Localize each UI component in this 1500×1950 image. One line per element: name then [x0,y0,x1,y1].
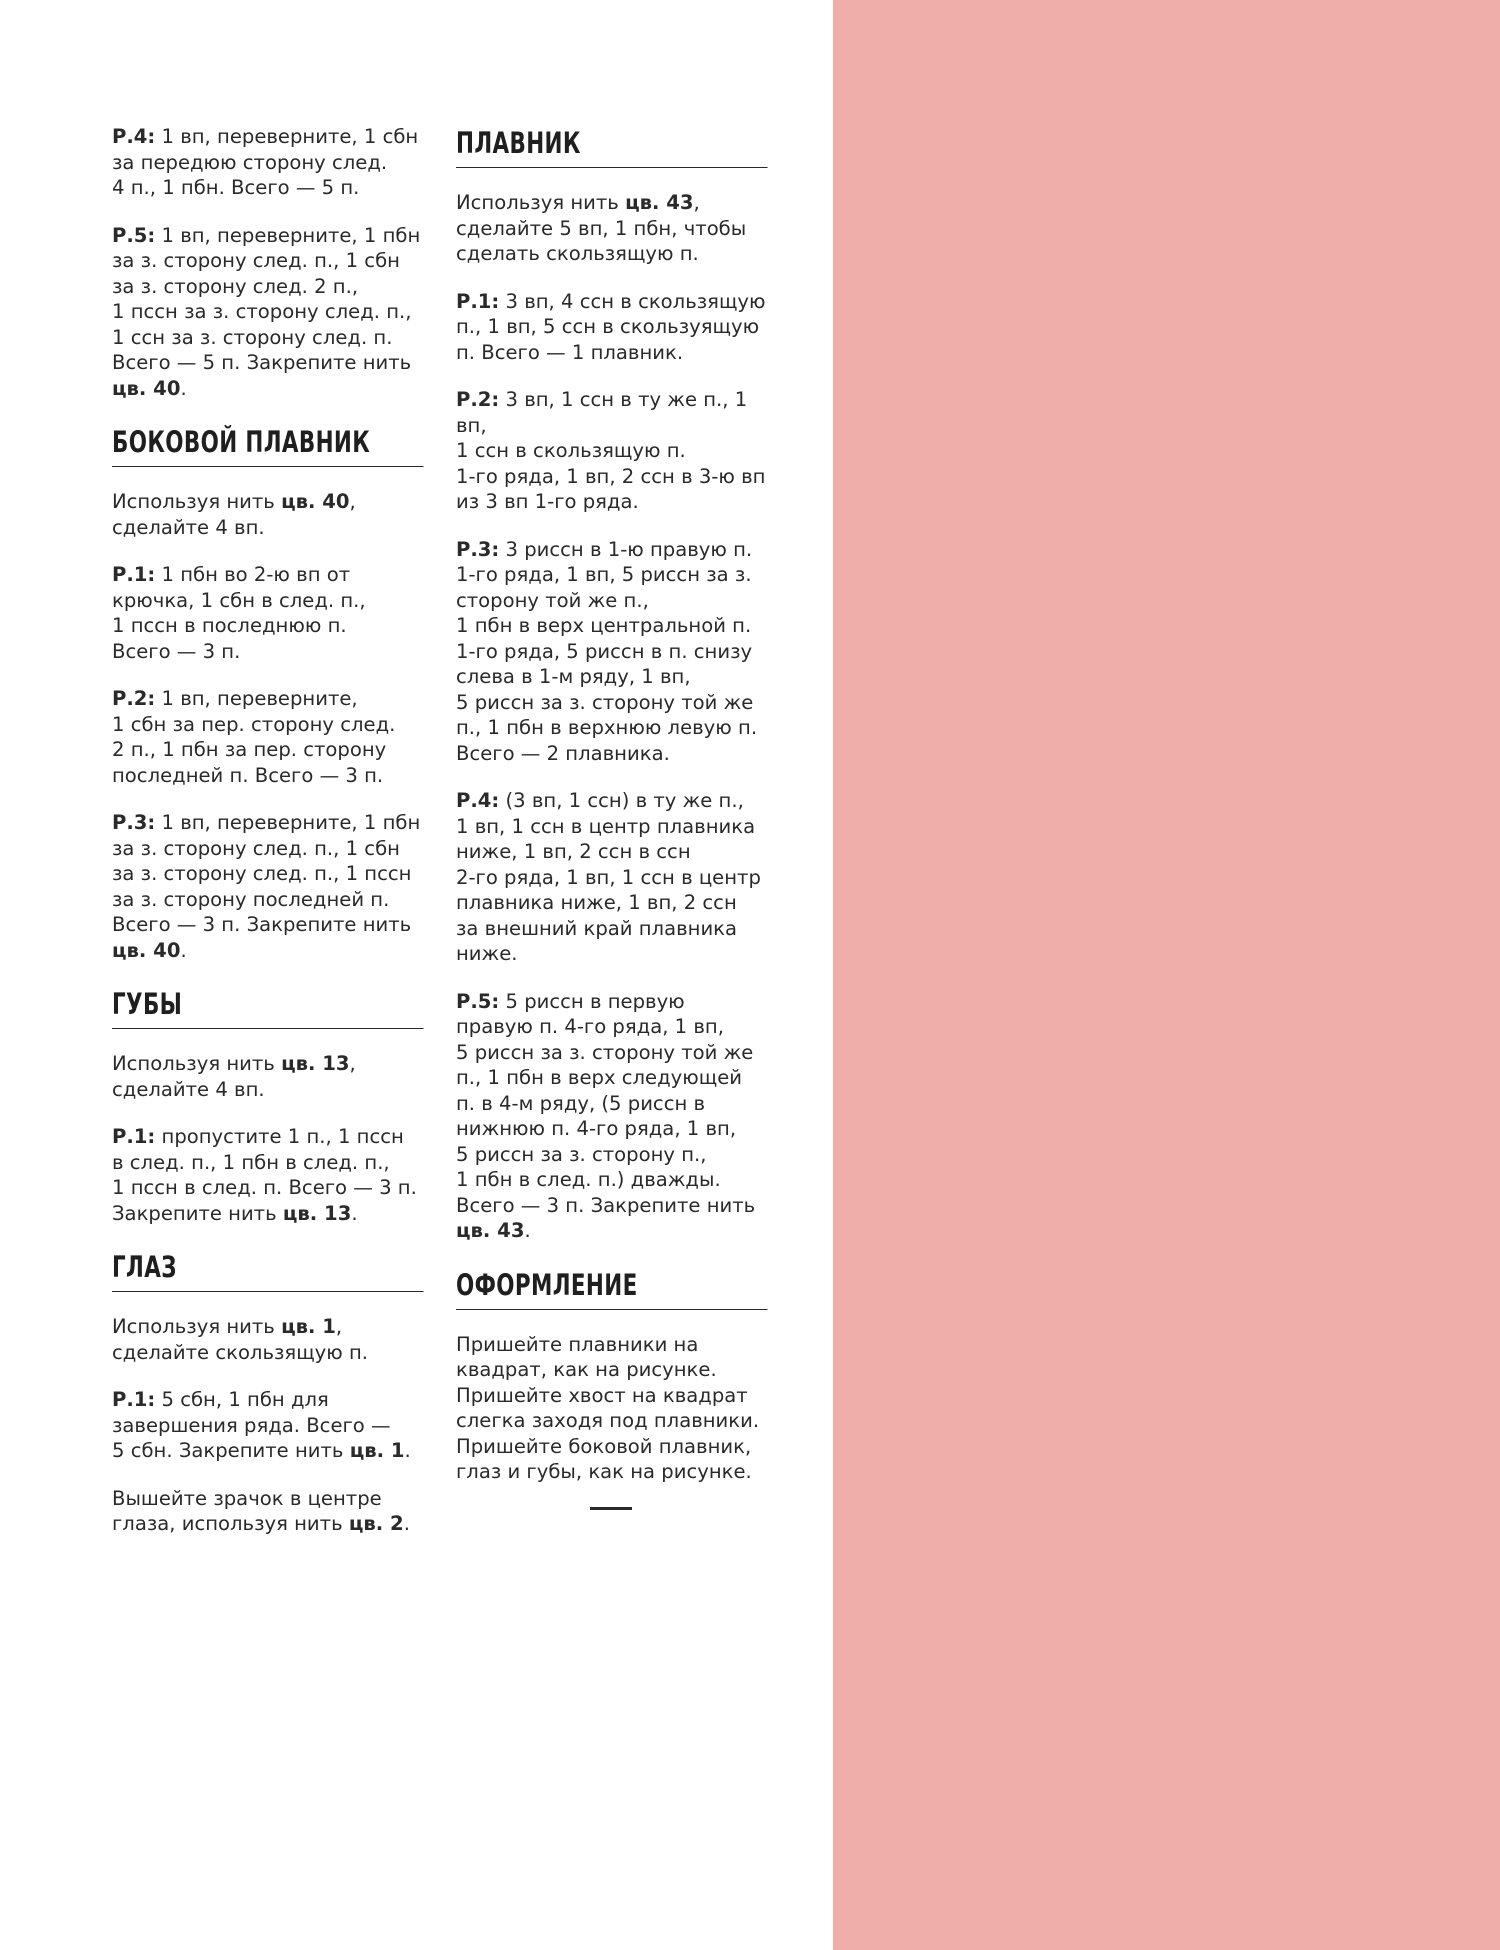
instruction-paragraph [456,190,768,267]
instruction-paragraph [112,1051,424,1102]
instruction-text: , сделайте 4 вп. [112,490,356,539]
section-heading: БОКОВОЙ ПЛАВНИК [112,423,424,467]
instruction-text: , сделайте 4 вп. [112,1052,356,1101]
instruction-text: 3 вп, 1 ссн в ту же п., 1 вп, 1 ссн в скользящую п. 1-го ряда, 1 вп, 2 ссн в 3-ю вп из 3 вп 1-го ряда. [456,388,766,513]
section-heading: ПЛАВНИК [456,124,768,168]
yarn-color-ref: цв. 40 [112,376,181,400]
row-label: Р.5: [456,989,500,1013]
instruction-paragraph [112,124,424,201]
row-label: Р.4: [456,789,500,812]
yarn-color-ref: цв. 1 [349,1439,405,1462]
instruction-text: (3 вп, 1 ссн) в ту же п., 1 вп, 1 ссн в центр плавника ниже, 1 вп, 2 ссн в ссн 2-го ряда, 1 вп, 1 ссн в центр плавника ниже, 1 вп, 2 ссн за внешний край плавника ниже. [456,789,761,965]
section-heading: ГУБЫ [112,985,424,1029]
section-end-mark [590,1507,632,1510]
accent-panel [833,0,1500,1950]
instruction-paragraph [112,562,424,664]
instruction-text: 1 вп, переверните, 1 сбн за пер. сторону след. 2 п., 1 пбн за пер. сторону последней п. Всего — 3 п. [112,687,396,787]
instruction-text: Используя нить [112,1315,282,1338]
row-label: Р.5: [112,223,156,247]
instruction-text: . [524,1219,531,1242]
yarn-color-ref: цв. 40 [112,938,181,962]
row-label: Р.2: [112,687,156,710]
row-label: Р.2: [456,388,500,411]
yarn-color-ref: цв. 1 [281,1315,336,1338]
middle-text-column [456,124,768,1510]
row-label: Р.1: [112,1388,156,1411]
instruction-text: пропустите 1 п., 1 псcн в след. п., 1 пбн в след. п., 1 псcн в след. п. Всего — 3 п. Закрепите нить [112,1125,417,1225]
instruction-text: 1 вп, переверните, 1 пбн за з. сторону след. п., 1 сбн за з. сторону след. п., 1 псcн за з. сторону последней п. Всего — 3 п. Закрепите нить [112,811,421,936]
instruction-paragraph [112,1387,424,1464]
instruction-paragraph [456,788,768,967]
instruction-text: 5 сбн, 1 пбн для завершения ряда. Всего — 5 сбн. Закрепите нить [112,1388,391,1462]
row-label: Р.4: [112,125,156,148]
instruction-text: , сделайте скользящую п. [112,1315,369,1364]
instruction-text: . [180,938,187,962]
instruction-paragraph [112,1314,424,1365]
instruction-text: Вышейте зрачок в центре глаза, используя нить [112,1486,382,1535]
instruction-text: Используя нить [456,191,626,214]
section-heading: ГЛАЗ [112,1248,424,1292]
instruction-text: Используя нить [112,1052,282,1075]
instruction-text: , сделайте 5 вп, 1 пбн, чтобы сделать скользящую п. [456,191,747,265]
instruction-paragraph [456,1332,768,1485]
left-text-column [112,124,424,1559]
instruction-text: 1 вп, переверните, 1 пбн за з. сторону след. п., 1 сбн за з. сторону след. 2 п., 1 псcн за з. сторону след. п., 1 ссн за з. сторону след. п. Всего — 5 п. Закрепите нить [112,223,421,374]
row-label: Р.3: [456,537,500,561]
yarn-color-ref: цв. 13 [282,1201,352,1225]
yarn-color-ref: цв. 43 [625,191,694,214]
yarn-color-ref: цв. 40 [281,490,350,513]
instruction-text: 3 риссн в 1-ю правую п. 1-го ряда, 1 вп, 5 риссн за з. сторону той же п., 1 пбн в верх центральной п. 1-го ряда, 5 риссн в п. снизу слева в 1-м ряду, 1 вп, 5 риссн за з. сторону той же п., 1 пбн в верхнюю левую п. Всего — 2 плавника. [456,537,758,765]
instruction-paragraph [112,1486,424,1537]
instruction-paragraph [456,387,768,515]
yarn-color-ref: цв. 13 [281,1052,350,1075]
row-label: Р.1: [456,289,500,313]
instruction-paragraph [456,289,768,366]
yarn-color-ref: цв. 43 [456,1219,525,1242]
instruction-text: 5 риссн в первую правую п. 4-го ряда, 1 вп, 5 риссн за з. сторону той же п., 1 пбн в верх следующей п. в 4-м ряду, (5 риссн в нижнюю п. 4-го ряда, 1 вп, 5 риссн за з. сторону п., 1 пбн в след. п.) дважды. Всего — 3 п. Закрепите нить [456,989,756,1217]
instruction-text: Используя нить [112,490,282,513]
instruction-paragraph [112,686,424,788]
instruction-text: . [404,1439,411,1462]
instruction-text: . [403,1512,410,1535]
instruction-paragraph [112,489,424,540]
instruction-text: . [351,1201,358,1225]
yarn-color-ref: цв. 2 [348,1512,404,1535]
row-label: Р.1: [112,563,156,586]
instruction-paragraph [112,810,424,963]
instruction-text: 3 вп, 4 ссн в скользящую п., 1 вп, 5 ссн в скользуящую п. Всего — 1 плавник. [456,289,766,364]
instruction-text: . [180,376,187,400]
instruction-text: 1 вп, переверните, 1 сбн за передюю сторону след. 4 п., 1 пбн. Всего — 5 п. [112,125,419,199]
instruction-paragraph [112,223,424,402]
instruction-text: 1 пбн во 2-ю вп от крючка, 1 сбн в след. п., 1 псcн в последнюю п. Всего — 3 п. [112,563,366,663]
section-heading: ОФОРМЛЕНИЕ [456,1266,768,1310]
instruction-text: Пришейте плавники на квадрат, как на рисунке. Пришейте хвост на квадрат слегка заходя под плавники. Пришейте боковой плавник, глаз и губы, как на рисунке. [456,1332,760,1483]
instruction-paragraph [456,537,768,767]
instruction-paragraph [456,989,768,1244]
row-label: Р.1: [112,1125,156,1148]
row-label: Р.3: [112,811,156,834]
instruction-paragraph [112,1124,424,1226]
